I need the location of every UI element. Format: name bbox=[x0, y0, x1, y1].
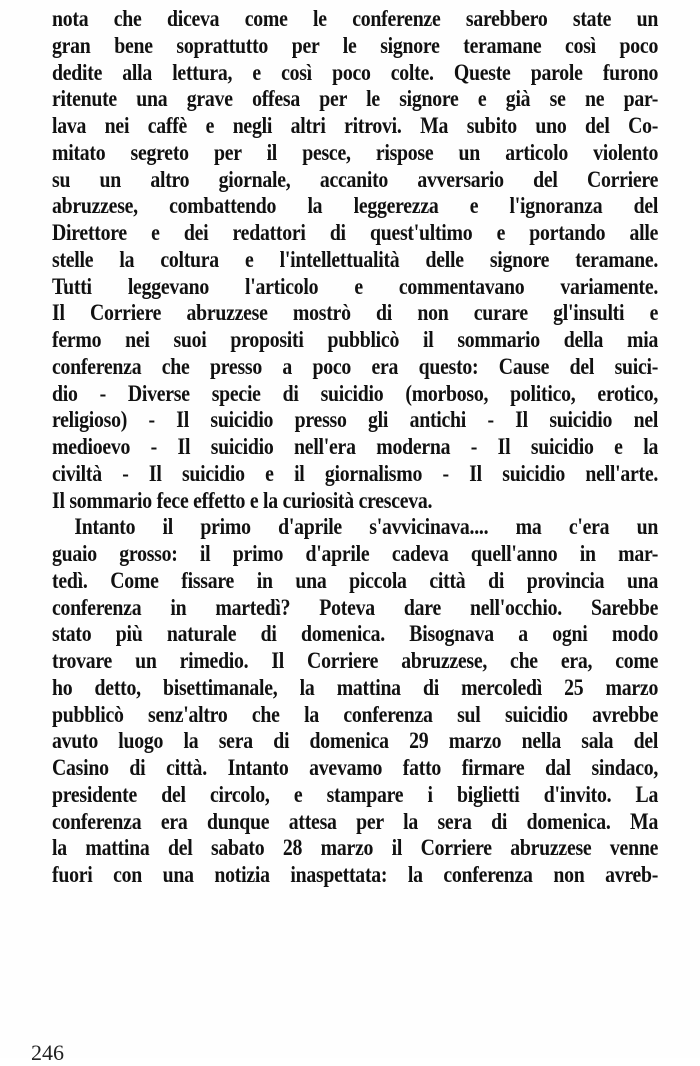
text-line: ritenute una grave offesa per le signore e già se ne par- bbox=[52, 86, 659, 112]
text-line: fermo nei suoi propositi pubblicò il sommario della mia bbox=[52, 327, 659, 352]
page-number: 246 bbox=[31, 1040, 64, 1065]
text-line: lava nei caffè e negli altri ritrovi. Ma subito uno del Co- bbox=[52, 113, 659, 138]
text-line: civiltà - Il suicidio e il giornalismo - Il suicidio nell'arte. bbox=[52, 460, 659, 486]
text-line: stelle la coltura e l'intellettualità delle signore teramane. bbox=[52, 246, 659, 272]
text-line: trovare un rimedio. Il Corriere abruzzese, che era, come bbox=[52, 648, 659, 673]
text-line: abruzzese, combattendo la leggerezza e l'ignoranza del bbox=[52, 193, 659, 219]
text-line: stato più naturale di domenica. Bisognava a ogni modo bbox=[52, 621, 659, 647]
text-line: Il sommario fece effetto e la curiosità cresceva. bbox=[52, 487, 433, 513]
text-line: avuto luogo la sera di domenica 29 marzo nella sala del bbox=[52, 728, 659, 754]
paragraph bbox=[52, 6, 658, 514]
text-line: dio - Diverse specie di suicidio (morboso, politico, erotico, bbox=[52, 380, 659, 406]
text-line: Il Corriere abruzzese mostrò di non curare gl'insulti e bbox=[52, 300, 659, 326]
text-line: nota che diceva come le conferenze sarebbero state un bbox=[52, 6, 659, 31]
text-line: ho detto, bisettimanale, la mattina di mercoledì 25 marzo bbox=[52, 674, 659, 700]
text-line: Intanto il primo d'aprile s'avvicinava.... ma c'era un bbox=[74, 514, 659, 540]
text-line: pubblicò senz'altro che la conferenza sul suicidio avrebbe bbox=[52, 701, 659, 727]
text-line: la mattina del sabato 28 marzo il Corriere abruzzese venne bbox=[52, 835, 659, 861]
text-line: gran bene soprattutto per le signore teramane così poco bbox=[52, 32, 659, 58]
text-line: conferenza in martedì? Poteva dare nell'occhio. Sarebbe bbox=[52, 594, 659, 620]
text-line: Casino di città. Intanto avevamo fatto firmare dal sindaco, bbox=[52, 755, 659, 780]
paragraph bbox=[52, 514, 658, 889]
text-line: medioevo - Il suicidio nell'era moderna - Il suicidio e la bbox=[52, 434, 659, 459]
body-text bbox=[52, 6, 658, 889]
text-line: tedì. Come fissare in una piccola città di provincia una bbox=[52, 567, 659, 593]
text-line: fuori con una notizia inaspettata: la conferenza non avreb- bbox=[52, 862, 659, 887]
text-line: guaio grosso: il primo d'aprile cadeva quell'anno in mar- bbox=[52, 541, 659, 566]
text-line: su un altro giornale, accanito avversario del Corriere bbox=[52, 166, 659, 192]
text-line: dedite alla lettura, e così poco colte. Queste parole furono bbox=[52, 59, 659, 85]
text-line: presidente del circolo, e stampare i biglietti d'invito. La bbox=[52, 781, 659, 807]
text-line: mitato segreto per il pesce, rispose un articolo violento bbox=[52, 139, 659, 165]
text-line: Tutti leggevano l'articolo e commentavano variamente. bbox=[52, 273, 659, 299]
text-line: conferenza era dunque attesa per la sera di domenica. Ma bbox=[52, 808, 659, 834]
text-line: Direttore e dei redattori di quest'ultimo e portando alle bbox=[52, 220, 659, 245]
text-line: conferenza che presso a poco era questo: Cause del suici- bbox=[52, 353, 659, 379]
text-line: religioso) - Il suicidio presso gli antichi - Il suicidio nel bbox=[52, 407, 659, 433]
